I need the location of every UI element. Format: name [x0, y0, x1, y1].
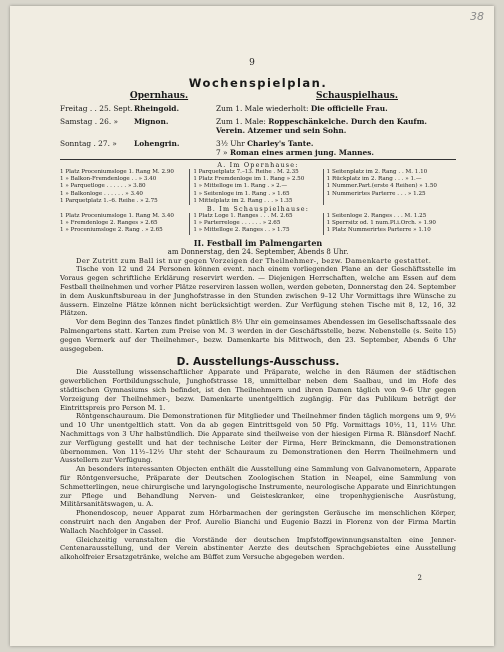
- price-line: 1 Sperrsitz od. 1 num.Pl.i.Orch. » 1.90: [326, 220, 436, 227]
- play-note: 3½ Uhr: [216, 139, 245, 148]
- divider: [60, 159, 456, 160]
- paragraph: Tische von 12 und 24 Personen können event. nach einem vorliegenden Plane an der Geschäftsstelle im Voraus gegen schriftliche Erklärung reservirt werden. — Diejenigen Herrschaften, welche am Essen auf dem Festball theilnehmen und vorher Plätze reserviren lassen wollen, werden gebeten, Donnerstag den 24. September in dem Auskunftsbureau in der Junghofstrasse in den Stunden zwischen 9–12 Uhr Vormittags ihre Wünsche zu äussern. Einzelne Plätze können nicht berücksichtigt werden. Zur Verfügung stehen Tische mit 8, 12, 16, 32 Plätzen.: [60, 265, 456, 318]
- page-content: [60, 76, 456, 562]
- schedule-opera: Rheingold.: [134, 104, 180, 113]
- schedule-opera: Lohengrin.: [134, 139, 180, 148]
- price-column: [60, 213, 189, 235]
- section-two-date: am Donnerstag, den 24. September, Abends 8 Uhr.: [167, 247, 349, 256]
- price-line: 1 Rückplatz im 2. Rang . . . » 1.—: [326, 176, 422, 183]
- schedule-row: [60, 139, 456, 157]
- price-column: [323, 169, 456, 205]
- price-line: 1 Platz Loge 1. Ranges . . . M. 2.65: [193, 213, 293, 220]
- opera-price-table: [60, 169, 456, 205]
- schedule-day: Freitag . . 25. Sept.: [60, 104, 133, 113]
- page-title: Wochenspielplan.: [188, 76, 328, 90]
- price-line: 1 » Parquetloge . . . . . . » 3.80: [60, 183, 146, 190]
- price-column: [189, 169, 322, 205]
- paragraph: Gleichzeitig veranstalten die Vorstände der deutschen Impfstoffgewinnungsanstalten eine Jenner-Centenarausstellung, und der Verein abstinenter Aerzte des deutschen Sprachgebietes eine Ausstellung alkoholfreier Ersatzgetränke, welche am Büffet zum Versuche abgegeben werden.: [60, 535, 456, 562]
- play-price-table: [60, 213, 456, 235]
- price-line: 1 Nummer.Part.(erste 4 Reihen) » 1.50: [326, 183, 437, 190]
- schedule-play: [216, 104, 456, 113]
- price-line: 1 Seitenloge 2. Ranges . . . M. 1.25: [326, 213, 427, 220]
- schedule-play: [216, 139, 456, 157]
- schedule-play: [216, 117, 456, 135]
- play-note: Zum 1. Male:: [216, 117, 266, 126]
- document-page: [10, 6, 494, 646]
- price-line: 1 Nummerirtes Parterre . . . » 1.25: [326, 190, 426, 197]
- schedule-day: Samstag . 26. »: [60, 117, 119, 126]
- price-line: 1 » Fremdenloge 2. Ranges » 2.65: [60, 220, 158, 227]
- play-title: Roman eines armen jung. Mannes.: [229, 148, 374, 157]
- price-line: 1 Platz Proceniumsloge 1. Rang M. 2.90: [60, 169, 174, 175]
- price-column: [323, 213, 456, 235]
- footer-number: 2: [417, 574, 422, 582]
- section-d-heading: D. Ausstellungs-Ausschuss.: [176, 356, 340, 369]
- price-line: 1 Platz Nummerirtes Parterre » 1.10: [326, 227, 431, 234]
- price-line: 1 » Proceniumsloge 2. Rang . » 2.65: [60, 227, 163, 234]
- price-line: 1 Platz Fremdenloge im 1. Rang » 2.50: [193, 176, 305, 183]
- price-line: 1 Seitenplatz im 2. Rang . . M. 1.10: [326, 169, 428, 175]
- opera-house-heading: Opernhaus.: [129, 91, 189, 101]
- play-note: 7 »: [216, 148, 228, 157]
- price-line: 1 » Parterreloge . . . . . . » 2.65: [193, 220, 281, 227]
- price-line: 1 » Mittelloge im 1. Rang . » 2.—: [193, 183, 288, 190]
- schedule-row: [60, 117, 456, 135]
- price-line: 1 » Mittelloge 2. Ranges . . » 1.75: [193, 227, 290, 234]
- paragraph: Der Zutritt zum Ball ist nur gegen Vorzeigen der Theilnehmer-, bezw. Damenkarte gestattet.: [76, 256, 432, 265]
- price-line: 1 » Balkon-Fremdenloge . . » 3.40: [60, 176, 157, 183]
- play-title: Charley's Tante.: [247, 139, 314, 148]
- price-column: [60, 169, 189, 205]
- section-two-heading: II. Festball im Palmengarten: [193, 237, 323, 248]
- play-title: Roppeschänkelche. Durch den Kaufm. Verein. Atzemer und sein Sohn.: [216, 117, 427, 135]
- price-line: 1 » Balkonloge . . . . . . » 3.40: [60, 190, 143, 197]
- page-number: 9: [249, 58, 255, 68]
- price-line: 1 Parquetplatz 1.–6. Reihe . » 2.75: [60, 197, 158, 204]
- play-title: Die officielle Frau.: [310, 104, 388, 113]
- house-headings: [60, 91, 456, 101]
- schedule-row: [60, 104, 456, 113]
- pencil-mark: 38: [470, 10, 484, 23]
- paragraph: Röntgenschauraum. Die Demonstrationen für Mitglieder und Theilnehmer finden täglich morgens um 9, 9½ und 10 Uhr unentgeltlich statt. Von da ab gegen Eintrittsgeld von 50 Pfg. Vormittags 10½, 11, 11½ Uhr. Nachmittags von 3 Uhr halbstündlich. Die Apparate sind theilweise von der hiesigen Firma R. Blänsdorf Nachf. zur Verfügung gestellt und hat der technische Leiter der Firma, Herr Brinckmann, die Demonstrationen übernommen. Von 11½–12½ Uhr steht der Schauraum zu Demonstrationen den Herrn Theilnehmern und Ausstellern zur Verfügung.: [60, 412, 456, 465]
- paragraph: Vor dem Beginn des Tanzes findet pünktlich 8½ Uhr ein gemeinsames Abendessen im Gesellschaftssaale des Palmengartens statt. Karten zum Preise von M. 3 werden in der Geschäftsstelle, bezw. Nebenstelle (s. Seite 15) gegen Vermerk auf der Theilnehmer-, bezw. Damenkarte bis Mittwoch, den 23. September, Abends 6 Uhr ausgegeben.: [60, 318, 456, 353]
- play-prices-heading: B. Im Schauspielhause:: [206, 205, 310, 214]
- paragraph: An besonders interessanten Objecten enthält die Ausstellung eine Sammlung von Galvanometern, Apparate für Röntgenversuche, Präparate der Deutschen Zoologischen Station in Neapel, eine Sammlung von Schmetterlingen, neue chirurgische und laryngologische Instrumente, neurologische Apparate und Einrichtungen zur Pflege und Behandlung Nerven- und Geisteskranker, eine tropenhygienische Ausrüstung, Militärsanitätswagen, u. A.: [60, 465, 456, 509]
- price-column: [189, 213, 322, 235]
- schedule-day: Sonntag . 27. »: [60, 139, 117, 148]
- play-note: Zum 1. Male wiederholt:: [216, 104, 309, 113]
- paragraph: Die Ausstellung wissenschaftlicher Apparate und Präparate, welche in den Räumen der städtischen gewerblichen Fortbildungsschule, Junghofstrasse 18, unmittelbar neben dem Saalbau, und im Hofe des städtischen Gymnasiums sich befindet, ist den Theilnehmern und ihren Damen täglich von 9–6 Uhr gegen Vorzeigung der Theilnehmer-, bezw. Damenkarte unentgeltlich zugängig. Für das Publikum beträgt der Eintrittspreis pro Person M. 1.: [60, 368, 456, 412]
- price-line: 1 Parquetplatz 7.–13. Reihe . M. 2.35: [193, 169, 299, 175]
- price-line: 1 Mittelplatz im 2. Rang . . . » 1.35: [193, 197, 293, 204]
- price-line: 1 » Seitenloge im 1. Rang . » 1.65: [193, 190, 290, 197]
- opera-prices-heading: A. Im Opernhause:: [217, 161, 299, 169]
- price-line: 1 Platz Proceniumsloge 1. Rang M. 3.40: [60, 213, 174, 220]
- paragraph: Phonendoscop, neuer Apparat zum Hörbarmachen der geringsten Geräusche im menschlichen Körper, construirt nach den Angaben der Prof. Aurelio Bianchi und Eugenio Bazzi in Florenz von der Firma Martin Wallach Nachfolger in Cassel.: [60, 509, 456, 535]
- schedule-opera: Mignon.: [134, 117, 169, 126]
- playhouse-heading: Schauspielhaus.: [316, 91, 398, 101]
